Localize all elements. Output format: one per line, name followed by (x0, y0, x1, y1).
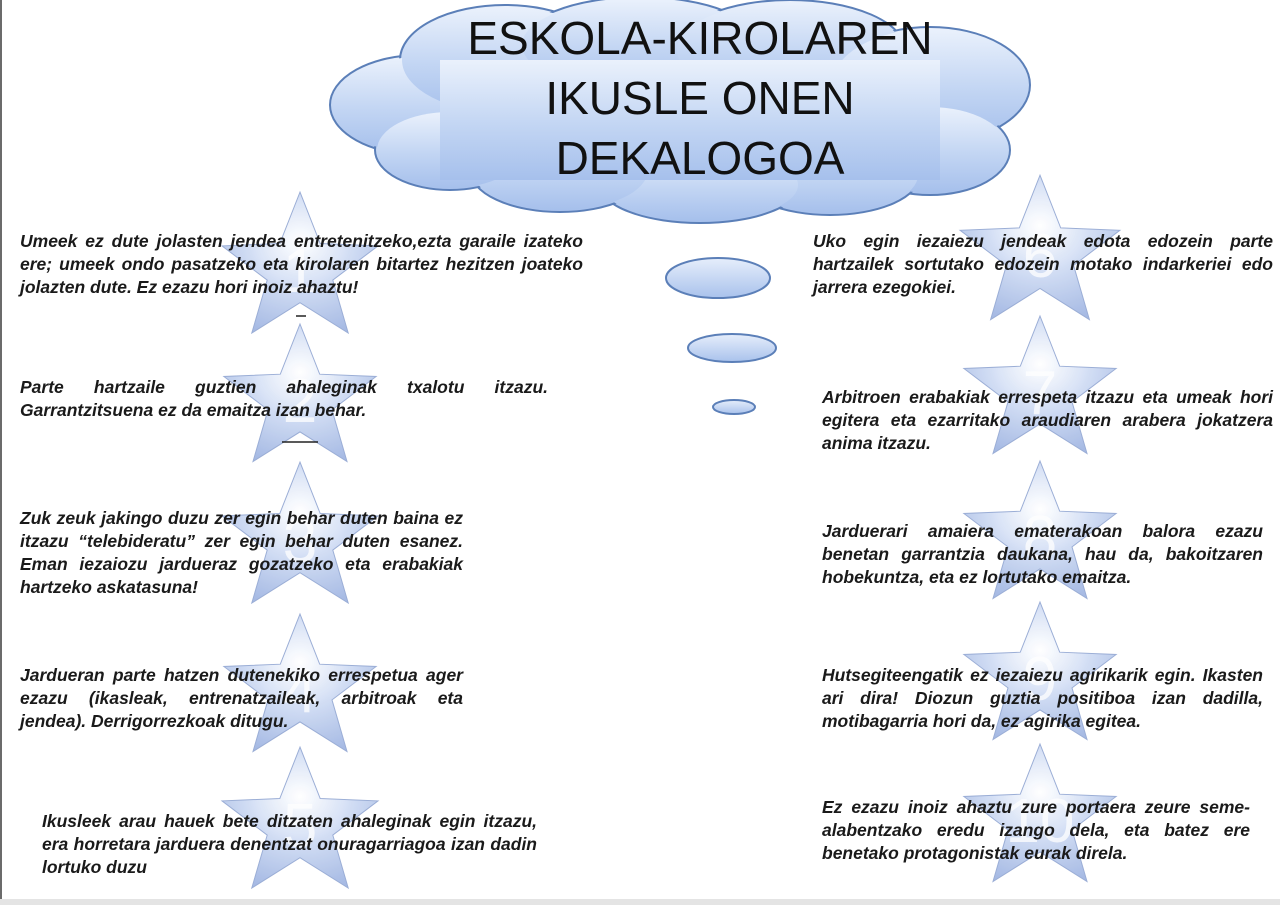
star-3-number: 3 (282, 507, 318, 576)
star-7-number: 7 (1022, 359, 1058, 428)
star-4-number: 4 (282, 657, 318, 726)
rule-5-text: Ikusleek arau hauek bete ditzaten ahaleginak egin itzazu, era horretara jarduera denentzat onuragarriagoa izan dadin lortuko duzu (42, 811, 537, 877)
rule-1-text: Umeek ez dute jolasten jendea entretenitzeko,ezta garaile izateko ere; umeek ondo pasatzeko eta kirolaren bitartez hezitzen joateko jolazten dute. Ez ezazu hori inoiz ahaztu! (20, 231, 583, 297)
star-8-number: 8 (1022, 504, 1058, 573)
page-left-edge (0, 0, 2, 905)
rule-8-text: Jarduerari amaiera ematerakoan balora ezazu benetan garrantzia daukana, hau da, bakoitzaren hobekuntza, eta ez lortutako emaitza. (822, 521, 1263, 587)
star-5-number: 5 (282, 792, 318, 861)
star-2-number: 2 (282, 367, 318, 436)
thought-bubble-small (713, 400, 755, 414)
rule-9-text: Hutsegiteengatik ez iezaiezu agirikarik egin. Ikasten ari dira! Diozun guztia positiboa izan dadilla, motibagarria hori da, ez agirika egitea. (822, 665, 1263, 731)
star-10-number: 10 (1005, 787, 1075, 856)
title-line-1: ESKOLA-KIROLAREN (467, 12, 933, 64)
rule-4-text: Jardueran parte hatzen dutenekiko errespetua ager ezazu (ikasleak, entrenatzaileak, arbitroak eta jendea). Derrigorrezkoak ditugu. (20, 665, 463, 731)
star-6-number: 6 (1022, 222, 1058, 291)
star-9-number: 9 (1022, 645, 1058, 714)
thought-bubbles (666, 258, 776, 414)
page-bottom-edge (0, 899, 1280, 905)
thought-bubble-medium (688, 334, 776, 362)
rule-6-text: Uko egin iezaiezu jendeak edota edozein parte hartzailek sortutako edozein motako indarkeriei edo jarrera ezegokiei. (813, 231, 1273, 297)
title-line-3: DEKALOGOA (555, 132, 845, 184)
rule-2-text: Parte hartzaile guztien ahaleginak txalotu itzazu. Garrantzitsuena ez da emaitza izan behar. (20, 377, 548, 420)
title-line-2: IKUSLE ONEN (545, 72, 855, 124)
rule-3-text: Zuk zeuk jakingo duzu zer egin behar duten baina ez itzazu “telebideratu” zer egin behar duten esanez. Eman iezaiozu jardueraz gozatzeko eta erabakiak hartzeko askatasuna! (20, 508, 463, 597)
star-1-number: 1 (282, 237, 318, 306)
rule-7-text: Arbitroen erabakiak errespeta itzazu eta umeak hori egitera eta ezarritako araudiaren arabera jokatzera anima itzazu. (822, 387, 1273, 453)
page-title (400, 8, 1000, 188)
rule-10-text: Ez ezazu inoiz ahaztu zure portaera zeure seme-alabentzako eredu izango dela, eta batez ere benetako protagonistak eurak direla. (822, 797, 1250, 863)
thought-bubble-large (666, 258, 770, 298)
